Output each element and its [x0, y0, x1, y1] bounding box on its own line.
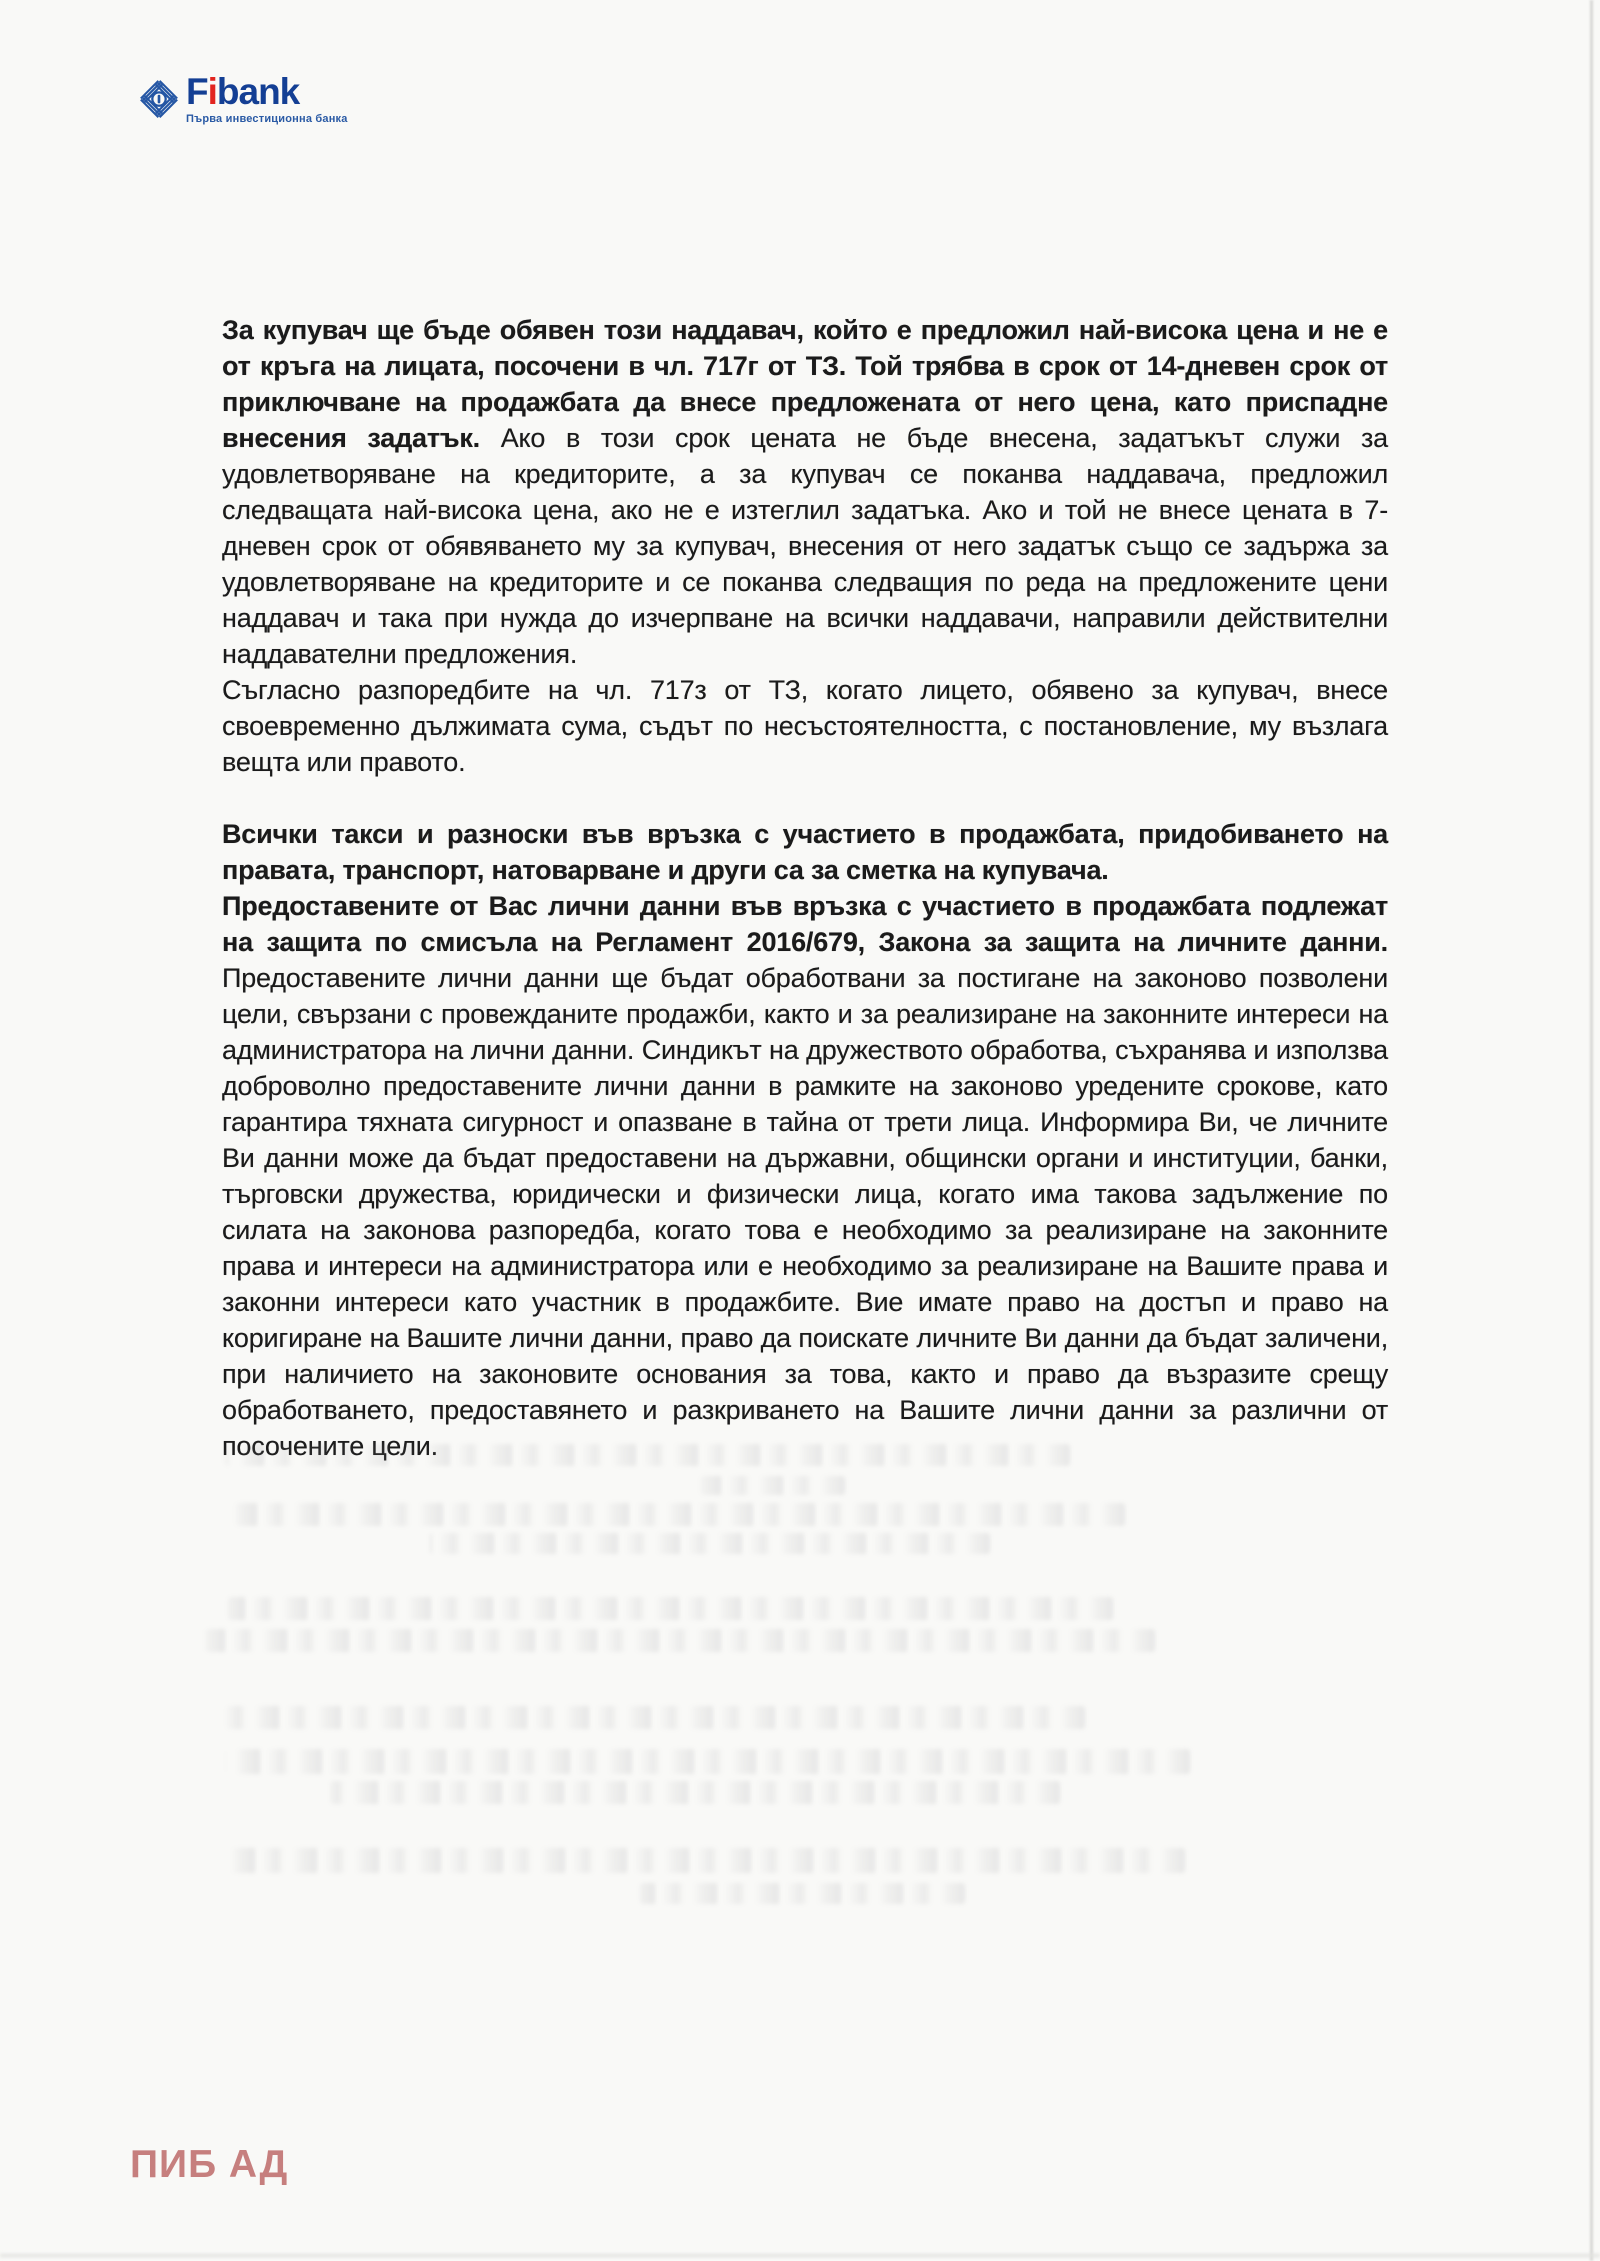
ghost-text-line — [228, 1597, 1113, 1620]
fibank-logo — [138, 72, 348, 125]
ghost-text-line — [225, 1749, 1190, 1774]
paragraph-bold-segment: За купувач ще бъде обявен този наддавач, който е предложил най-висока цена и не е от кръга на лицата, посочени в чл. 717г от ТЗ. Той трябва в срок от 14-дневен срок от приключване на продажбата да внесе предложената от него цена, като приспадне внесения задатък. — [222, 315, 1388, 453]
document-body-text — [222, 312, 1388, 1464]
ghost-text-line — [225, 1444, 1070, 1466]
logo-text-column — [186, 72, 348, 125]
logo-wordmark: Fibank — [186, 71, 300, 112]
footer-company-mark: ПИБ АД — [130, 2143, 289, 2186]
paragraph — [222, 888, 1388, 1464]
logo-tagline: Първа инвестиционна банка — [186, 113, 348, 125]
ghost-text-line — [640, 1883, 965, 1904]
ghost-text-line — [205, 1629, 1155, 1652]
paragraph — [222, 816, 1388, 888]
ghost-text-line — [225, 1848, 1185, 1873]
scan-edge-artifact-right — [1590, 0, 1593, 2261]
ghost-text-line — [430, 1533, 990, 1554]
ghost-text-line — [225, 1706, 1085, 1729]
fibank-diamond-icon — [138, 76, 180, 124]
ghost-text-line — [700, 1476, 845, 1495]
paragraph-regular-segment: Съгласно разпоредбите на чл. 717з от ТЗ, когато лицето, обявено за купувач, внесе своевременно дължимата сума, съдът по несъстоятелността, с постановление, му възлага вещта или правото. — [222, 675, 1388, 777]
logo-i-red-dot: i — [207, 71, 217, 112]
ghost-text-line — [330, 1781, 1060, 1804]
paragraph — [222, 312, 1388, 672]
paragraph-bold-segment: Всички такси и разноски във връзка с участието в продажбата, придобиването на правата, транспорт, натоварване и други са за сметка на купувача. — [222, 819, 1388, 885]
paragraph-regular-segment: Предоставените лични данни ще бъдат обработвани за постигане на законово позволени цели, свързани с провежданите продажби, както и за реализиране на законните интереси на администратора на лични данни. Синдикът на дружеството обработва, съхранява и използва доброволно предоставените лични данни в рамките на законово уредените срокове, като гарантира тяхната сигурност и опазване в тайна от трети лица. Информира Ви, че личните Ви данни може да бъдат предоставени на държавни, общински органи и институции, банки, търговски дружества, юридически и физически лица, когато има такова задължение по силата на законова разпоредба, когато това е необходимо за реализиране на законните права и интереси на администратора или е необходимо за реализиране на Вашите права и законни интереси като участник в продажбите. Вие имате право на достъп и право на коригиране на Вашите лични данни, право да поискате личните Ви данни да бъдат заличени, при наличието на законовите основания за това, както и право да възразите срещу обработването, предоставянето и разкриването на Вашите лични данни за различни от посочените цели. — [222, 963, 1388, 1461]
ghost-text-line — [235, 1503, 1125, 1526]
paragraph-bold-segment: Предоставените от Вас лични данни във връзка с участието в продажбата подлежат на защита по смисъла на Регламент 2016/679, Закона за защита на личните данни. — [222, 891, 1388, 957]
paragraph-regular-segment: Ако в този срок цената не бъде внесена, задатъкът служи за удовлетворяване на кредиторите, а за купувач се поканва наддавача, предложил следващата най-висока цена, ако не е изтеглил задатъка. Ако и той не внесе цената в 7-дневен срок от обявяването му за купувач, внесения от него задатък също се задържа за удовлетворяване на кредиторите и се поканва следващия по реда на предложените цени наддавач и така при нужда до изчерпване на всички наддавачи, направили действителни наддавателни предложения. — [222, 423, 1388, 669]
paragraph — [222, 672, 1388, 780]
scan-edge-artifact-bottom — [0, 2254, 1600, 2257]
